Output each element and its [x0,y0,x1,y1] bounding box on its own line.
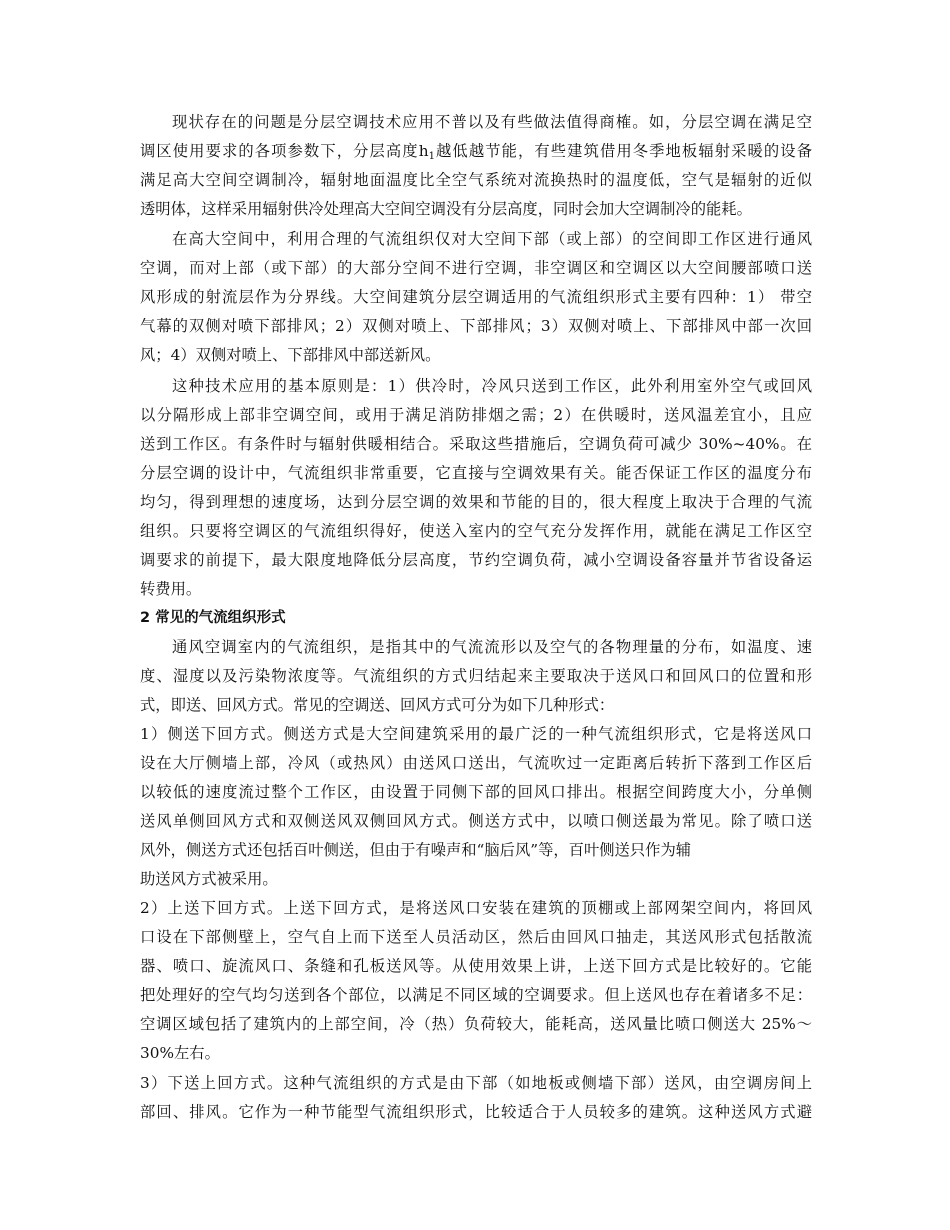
text-line: 气幕的双侧对喷下部排风；2）双侧对喷上、下部排风；3）双侧对喷上、下部排风中部一次回 [140,317,812,335]
text-line: 部回、排风。它作为一种节能型气流组织形式，比较适合于人员较多的建筑。这种送风方式避 [140,1103,812,1121]
text-line: 助送风方式被采用。 [140,870,278,888]
text-line: 送风单侧回风方式和双侧送风双侧回风方式。侧送方式中，以喷口侧送最为常见。除了喷口送 [140,812,812,830]
text-line: 这种技术应用的基本原则是：1）供冷时，冷风只送到工作区，此外利用室外空气或回风 [172,377,812,395]
text-line: 在高大空间中，利用合理的气流组织仅对大空间下部（或上部）的空间即工作区进行通风 [172,230,812,248]
text-segment: 调区使用要求的各项参数下，分层高度 [140,142,419,160]
text-line: 式，即送、回风方式。常见的空调送、回风方式可分为如下几种形式： [140,696,615,714]
text-line: 设在大厅侧墙上部，冷风（或热风）由送风口送出，气流吹过一定距离后转折下落到工作区后 [140,754,812,772]
text-line: 风外，侧送方式还包括百叶侧送，但由于有噪声和“脑后风”等，百叶侧送只作为辅 [140,841,692,859]
text-line: 满足高大空间空调制冷，辐射地面温度比全空气系统对流换热时的温度低，空气是辐射的近似 [140,171,812,189]
math-symbol: h [418,142,429,160]
text-line: 空调，而对上部（或下部）的大部分空间不进行空调，非空调区和空调区以大空间腰部喷口送 [140,259,812,277]
text-line: 调要求的前提下，最大限度地降低分层高度，节约空调负荷，减小空调设备容量并节省设备运 [140,551,812,569]
text-line: 2）上送下回方式。上送下回方式，是将送风口安装在建筑的顶棚或上部网架空间内，将回风 [140,899,812,917]
text-line: 风形成的射流层作为分界线。大空间建筑分层空调适用的气流组织形式主要有四种：1） 带空 [140,288,812,306]
text-line: 现状存在的问题是分层空调技术应用不普以及有些做法值得商榷。如，分层空调在满足空 [172,113,812,131]
text-line: 组织。只要将空调区的气流组织得好，使送入室内的空气充分发挥作用，就能在满足工作区空 [140,522,812,540]
section-heading: 2 常见的气流组织形式 [140,610,286,626]
text-line: 30%左右。 [140,1044,220,1062]
text-line: 均匀，得到理想的速度场，达到分层空调的效果和节能的目的，很大程度上取决于合理的气流 [140,493,812,511]
text-line: 送到工作区。有条件时与辐射供暖相结合。采取这些措施后，空调负荷可减少 30%~40%。在 [140,435,812,453]
text-line: 把处理好的空气均匀送到各个部位，以满足不同区域的空调要求。但上送风也存在着诸多不足： [140,986,812,1004]
text-line: 通风空调室内的气流组织，是指其中的气流流形以及空气的各物理量的分布，如温度、速 [172,638,812,656]
text-line: 风；4）双侧对喷上、下部排风中部送新风。 [140,346,441,364]
text-line: 1）侧送下回方式。侧送方式是大空间建筑采用的最广泛的一种气流组织形式，它是将送风口 [140,725,812,743]
math-subscript: 1 [428,151,435,162]
text-segment: 越低越节能，有些建筑借用冬季地板辐射采暖的设备 [434,142,812,160]
text-line: 以分隔形成上部非空调空间，或用于满足消防排烟之需；2）在供暖时，送风温差宜小，且应 [140,406,812,424]
text-line: 转费用。 [140,580,202,598]
text-line: 口设在下部侧壁上，空气自上而下送至人员活动区，然后由回风口抽走，其送风形式包括散流 [140,928,812,946]
text-line: 度、湿度以及污染物浓度等。气流组织的方式归结起来主要取决于送风口和回风口的位置和形 [140,667,812,685]
text-line: 以较低的速度流过整个工作区，由设置于同侧下部的回风口排出。根据空间跨度大小，分单侧 [140,783,812,801]
text-line: 分层空调的设计中，气流组织非常重要，它直接与空调效果有关。能否保证工作区的温度分布 [140,464,812,482]
text-line: 透明体，这样采用辐射供冷处理高大空间空调没有分层高度，同时会加大空调制冷的能耗。 [140,200,752,218]
text-line: 3）下送上回方式。这种气流组织的方式是由下部（如地板或侧墙下部）送风，由空调房间上 [140,1074,812,1092]
text-line: 器、喷口、旋流风口、条缝和孔板送风等。从使用效果上讲，上送下回方式是比较好的。它能 [140,957,812,975]
text-line [140,141,812,161]
text-line: 空调区域包括了建筑内的上部空间，冷（热）负荷较大，能耗高，送风量比喷口侧送大 25%～ [140,1015,812,1033]
